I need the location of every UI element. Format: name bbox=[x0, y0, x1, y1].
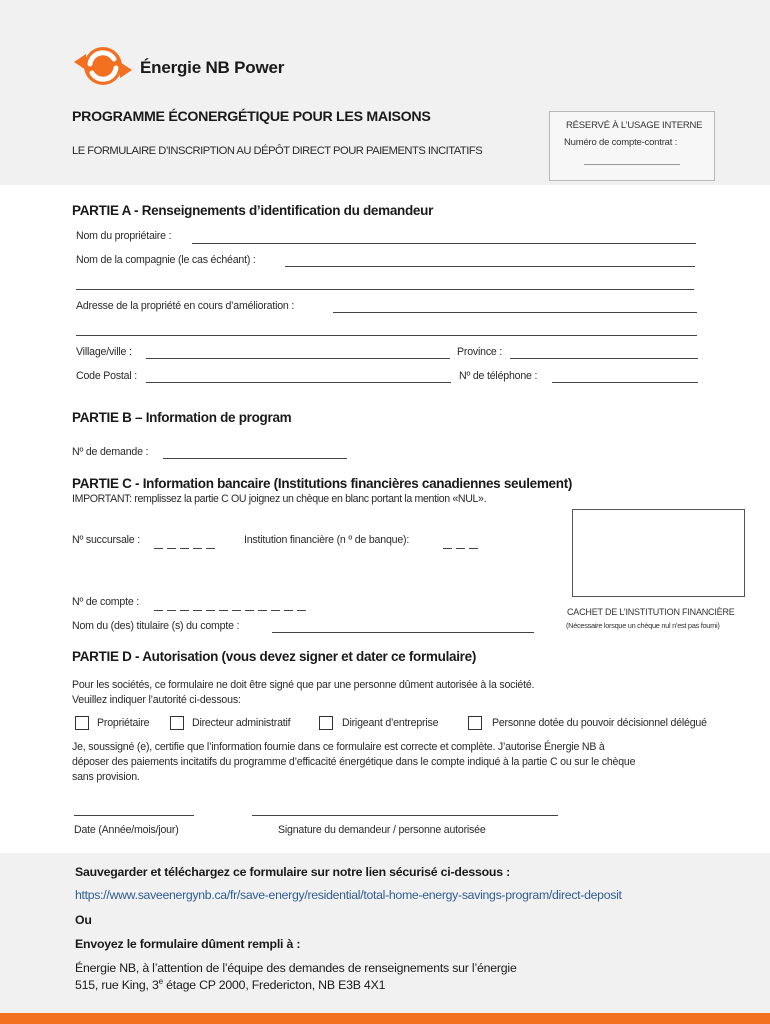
account-number-field[interactable] bbox=[154, 598, 310, 610]
brand-name: Énergie NB Power bbox=[140, 58, 285, 77]
direct-deposit-link[interactable]: https://www.saveenergynb.ca/fr/save-energy/residential/total-home-energy-savings-program/direct-deposit bbox=[75, 888, 622, 902]
bank-stamp-note: (Nécessaire lorsque un chèque nul n’est pas fourni) bbox=[566, 621, 720, 630]
signature-field[interactable] bbox=[252, 815, 558, 816]
declaration-line-3: sans provision. bbox=[72, 771, 140, 783]
energie-nb-logo-icon bbox=[72, 44, 134, 88]
address-line-2-start: 515, rue King, 3 bbox=[75, 978, 159, 993]
internal-use-box bbox=[549, 111, 715, 181]
province-field[interactable] bbox=[510, 358, 698, 359]
internal-use-title: RÉSERVÉ À L’USAGE INTERNE bbox=[566, 120, 703, 131]
institution-number-field[interactable] bbox=[443, 536, 482, 548]
authorization-intro-1: Pour les sociétés, ce formulaire ne doit être signé que par une personne dûment autorisée à la société. bbox=[72, 679, 535, 691]
account-holders-field[interactable] bbox=[272, 632, 534, 633]
request-number-label: Nº de demande : bbox=[72, 446, 149, 458]
section-c-title: PARTIE C - Information bancaire (Institutions financières canadiennes seulement) bbox=[72, 476, 573, 491]
section-c-important: IMPORTANT: remplissez la partie C OU joignez un chèque en blanc portant la mention «NUL». bbox=[72, 493, 487, 505]
village-label: Village/ville : bbox=[76, 346, 132, 358]
checkbox-administrative-director[interactable] bbox=[170, 716, 184, 730]
company-name-label: Nom de la compagnie (le cas échéant) : bbox=[76, 254, 256, 266]
bank-stamp-label: CACHET DE L’INSTITUTION FINANCIÈRE bbox=[567, 607, 735, 617]
company-name-field[interactable] bbox=[285, 266, 695, 267]
mailing-address-line-1: Énergie NB, à l’attention de l’équipe des demandes de renseignements sur l’énergie bbox=[75, 961, 517, 975]
declaration-line-1: Je, soussigné (e), certifie que l’information fournie dans ce formulaire est correcte et complète. J’autorise Énergie NB à bbox=[72, 741, 605, 753]
checkbox-business-manager[interactable] bbox=[319, 716, 333, 730]
option-business-manager-label: Dirigeant d’entreprise bbox=[342, 717, 439, 729]
address-line-2-end: étage CP 2000, Fredericton, NB E3B 4X1 bbox=[162, 978, 386, 993]
postal-code-label: Code Postal : bbox=[76, 370, 137, 382]
address-line-2-superscript: e bbox=[158, 977, 163, 986]
or-separator: Ou bbox=[75, 913, 92, 927]
owner-name-field[interactable] bbox=[192, 243, 696, 244]
date-label: Date (Année/mois/jour) bbox=[74, 824, 179, 836]
account-number-label: Nº de compte : bbox=[72, 596, 140, 608]
village-field[interactable] bbox=[146, 358, 450, 359]
phone-label: Nº de téléphone : bbox=[459, 370, 538, 382]
account-holders-label: Nom du (des) titulaire (s) du compte : bbox=[72, 620, 240, 632]
section-d-title: PARTIE D - Autorisation (vous devez signer et dater ce formulaire) bbox=[72, 649, 477, 664]
request-number-field[interactable] bbox=[163, 458, 347, 459]
property-address-label: Adresse de la propriété en cours d’amélioration : bbox=[76, 300, 295, 312]
province-label: Province : bbox=[457, 346, 503, 358]
phone-field[interactable] bbox=[552, 382, 698, 383]
signature-label: Signature du demandeur / personne autorisée bbox=[278, 824, 486, 836]
option-delegated-authority-label: Personne dotée du pouvoir décisionnel délégué bbox=[492, 717, 707, 729]
bank-stamp-box bbox=[572, 509, 745, 597]
send-heading: Envoyez le formulaire dûment rempli à : bbox=[75, 937, 301, 951]
contract-account-label: Numéro de compte-contrat : bbox=[564, 137, 678, 148]
checkbox-owner[interactable] bbox=[75, 716, 89, 730]
section-a-title: PARTIE A - Renseignements d’identification du demandeur bbox=[72, 203, 434, 218]
brand-color-bar bbox=[0, 1013, 770, 1024]
branch-number-field[interactable] bbox=[154, 536, 219, 548]
page-title: PROGRAMME ÉCONERGÉTIQUE POUR LES MAISONS bbox=[72, 109, 431, 125]
institution-number-label: Institution financière (n º de banque): bbox=[244, 534, 410, 546]
option-owner-label: Propriétaire bbox=[97, 717, 150, 729]
date-field[interactable] bbox=[74, 815, 194, 816]
page-subtitle: LE FORMULAIRE D’INSCRIPTION AU DÉPÔT DIRECT POUR PAIEMENTS INCITATIFS bbox=[72, 145, 483, 157]
owner-name-label: Nom du propriétaire : bbox=[76, 230, 172, 242]
mailing-address-line-2 bbox=[75, 977, 385, 992]
declaration-line-2: déposer des paiements incitatifs du programme d’efficacité énergétique dans le compte indiqué à la partie C ou sur le chèque bbox=[72, 756, 636, 768]
option-administrative-director-label: Directeur administratif bbox=[192, 717, 291, 729]
checkbox-delegated-authority[interactable] bbox=[468, 716, 482, 730]
postal-code-field[interactable] bbox=[146, 382, 451, 383]
contract-account-field[interactable] bbox=[584, 164, 680, 165]
branch-number-label: Nº succursale : bbox=[72, 534, 140, 546]
authorization-intro-2: Veuillez indiquer l’autorité ci-dessous: bbox=[72, 694, 241, 706]
property-address-field[interactable] bbox=[333, 312, 697, 313]
property-address-field-line2[interactable] bbox=[76, 335, 697, 336]
company-name-field-line2[interactable] bbox=[76, 289, 694, 290]
section-b-title: PARTIE B – Information de program bbox=[72, 410, 292, 425]
save-heading: Sauvegarder et téléchargez ce formulaire sur notre lien sécurisé ci-dessous : bbox=[75, 865, 510, 879]
